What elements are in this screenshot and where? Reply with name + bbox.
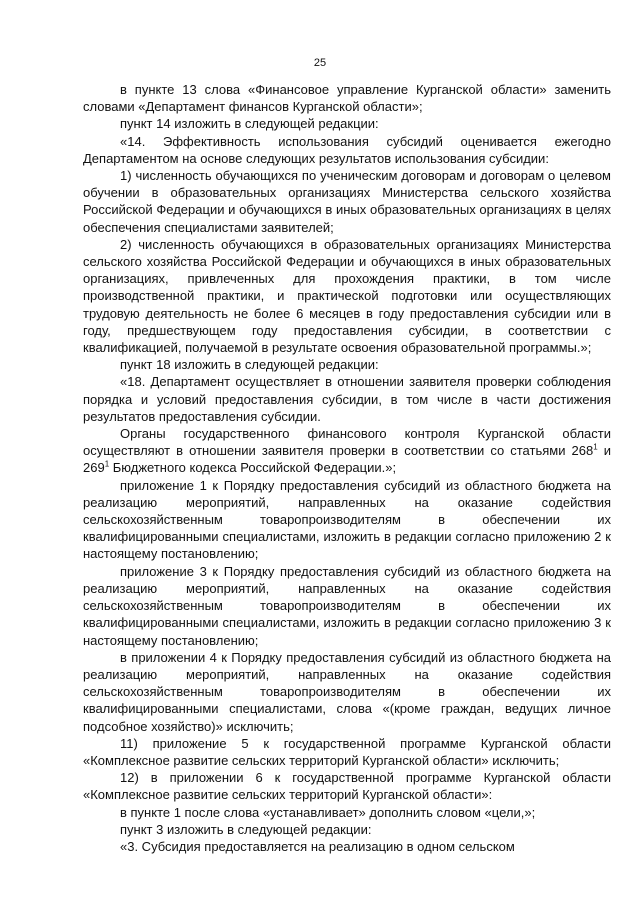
document-body xyxy=(83,81,611,855)
text-segment: Органы государственного финансового контроля Курганской области осуществляют в отношении заявителя проверки в соответствии со статьями 268 xyxy=(83,426,611,459)
paragraph-item-12: 12) в приложении 6 к государственной программе Курганской области «Комплексное развитие сельских территорий Курганской области»: xyxy=(83,770,611,803)
paragraph-point-3-header: пункт 3 изложить в следующей редакции: xyxy=(120,821,372,837)
text-segment: Бюджетного кодекса Российской Федерации.»; xyxy=(109,460,397,476)
text-segment: и 269 xyxy=(83,443,611,476)
paragraph-point-3-body: «3. Субсидия предоставляется на реализацию в одном сельском xyxy=(120,838,515,854)
page-number: 25 xyxy=(313,57,327,69)
paragraph-appendix-4: в приложении 4 к Порядку предоставления субсидий из областного бюджета на реализацию мероприятий, направленных на оказание содействия сельскохозяйственным товаропроизводителям в обеспечении их квалифицированными специалистами, слова «(кроме граждан, ведущих личное подсобное хозяйство)» исключить; xyxy=(83,649,611,734)
paragraph-appendix-3: приложение 3 к Порядку предоставления субсидий из областного бюджета на реализацию мероприятий, направленных на оказание содействия сельскохозяйственным товаропроизводителям в обеспечении их квалифицированными специалистами, изложить в редакции согласно приложению 3 к настоящему постановлению; xyxy=(83,563,611,648)
superscript: 1 xyxy=(104,460,110,470)
paragraph-result-1: 1) численность обучающихся по ученическим договорам и договорам о целевом обучении в образовательных организациях Министерства сельского хозяйства Российской Федерации и обучающихся в иных образовательных организациях в целях обеспечения специалистами заявителей; xyxy=(83,168,611,235)
paragraph-item13-rename: в пункте 13 слова «Финансовое управление Курганской области» заменить словами «Департамент финансов Курганской области»; xyxy=(83,82,611,115)
paragraph-item18-body: «18. Департамент осуществляет в отношении заявителя проверки соблюдения порядка и условий предоставления субсидии, в том числе в части достижения результатов предоставления субсидии. xyxy=(83,374,611,424)
paragraph-point-1: в пункте 1 после слова «устанавливает» дополнить словом «цели,»; xyxy=(120,804,536,820)
paragraph-item14-body: «14. Эффективность использования субсидий оценивается ежегодно Департаментом на основе следующих результатов использования субсидии: xyxy=(83,133,611,166)
paragraph-item14-header: пункт 14 изложить в следующей редакции: xyxy=(120,116,379,132)
superscript: 1 xyxy=(593,442,598,452)
paragraph-item18-header: пункт 18 изложить в следующей редакции: xyxy=(120,357,379,373)
paragraph-control-bodies xyxy=(83,425,611,477)
paragraph-result-2: 2) численность обучающихся в образовательных организациях Министерства сельского хозяйства Российской Федерации и обучающихся в иных образовательных организациях, привлеченных для прохождения практики, в том числе производственной практики, и практической подготовки или осуществляющих трудовую деятельность не более 6 месяцев в году предоставления субсидии или в году, предшествующем году предоставления субсидии, в соответствии с квалификацией, получаемой в результате освоения образовательной программы.»; xyxy=(83,236,611,356)
paragraph-item-11: 11) приложение 5 к государственной программе Курганской области «Комплексное развитие сельских территорий Курганской области» исключить; xyxy=(83,735,611,768)
paragraph-appendix-1: приложение 1 к Порядку предоставления субсидий из областного бюджета на реализацию мероприятий, направленных на оказание содействия сельскохозяйственным товаропроизводителям в обеспечении их квалифицированными специалистами, изложить в редакции согласно приложению 2 к настоящему постановлению; xyxy=(83,477,611,562)
